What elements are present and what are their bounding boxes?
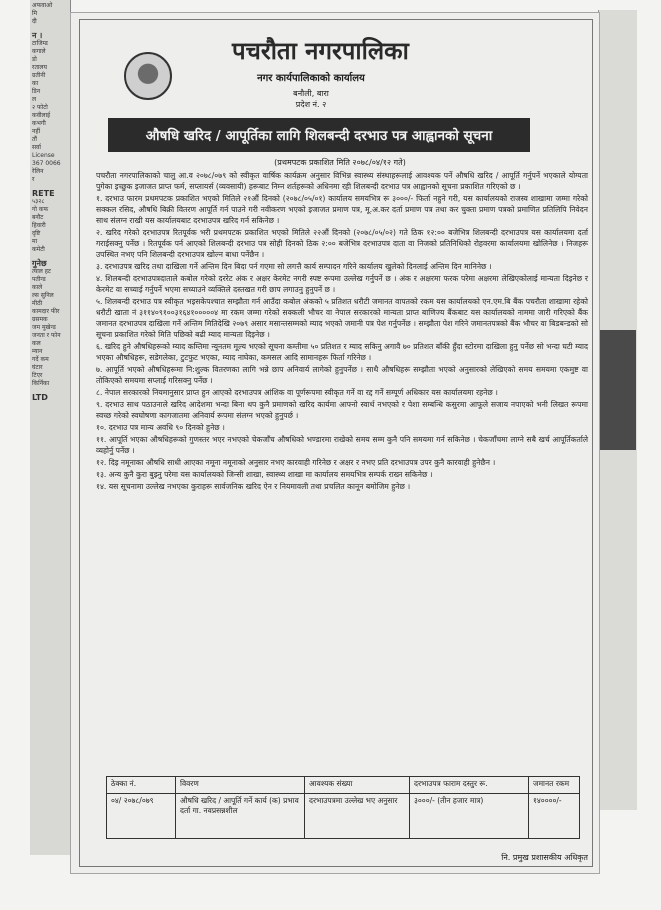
strip-fragment: कगाले: [32, 48, 46, 55]
office-subtitle: नगर कार्यपालिकाको कार्यालय: [257, 73, 365, 84]
clause: १. दरभाउ फारम प्रथमपटक प्रकाशित भएको मितिले २१औं दिनको (२०७८/०५/०१) कार्यालय समयभित्र रू ३०००/- फिर्ता नहुने गरी, यस कार्यालयको राजस्व शाखामा जम्मा गरेको सक्कल रसिद, औषधि बिक्री वितरण आपूर्ति गर्न पाउने गरी नवीकरण भएको इजाजत प्रमाण पत्र, मू.अ.कर दर्ता प्रमाण पत्र तथा कर चुक्ता प्रमाण पत्रको प्रमाणित प्रतिलिपि निवेदन साथ संलग्न राखी यस कार्यालयबाट दरभाउपत्र खरिद गर्न सकिनेछ ।: [96, 194, 588, 225]
strip-fragment: गर्दे कम: [32, 356, 49, 363]
clause: ४. शिलबन्दी दरभाउपत्रदाताले कबोल गरेको दररेट अंक र अक्षर केरमेट नगरी स्पष्ट रूपमा उल्लेख गर्नुपर्ने छ । अंक र अक्षरमा फरक परेमा अक्षरमा लेखिएकोलाई मान्यता दिइनेछ र केरमेट वा सच्याई गर्नुपर्ने भएमा सच्याउने व्यक्तिले दस्तखत गरी छाप लगाउनु हुनुपर्ने छ ।: [96, 274, 588, 294]
strip-fragment: ग्रतीनी: [32, 72, 46, 79]
strip-fragment: डो: [32, 56, 37, 63]
emblem-icon: [124, 52, 172, 100]
strip-fragment: ५३२८: [32, 198, 45, 205]
strip-fragment: म्यान: [32, 348, 43, 355]
clause: ३. दरभाउपत्र खरिद तथा दाखिला गर्ने अन्तिम दिन बिदा पर्न गएमा सो लगत्तै कार्य सम्पादन गरिने कार्यालय खुलेको दिनलाई अन्तिम दिन मानिनेछ ।: [96, 262, 492, 271]
table-cell: ३०००/- (तीन हजार मात्र): [410, 794, 529, 839]
table-header: ठेक्का नं.: [107, 777, 176, 794]
strip-fragment: जनता र फोन: [32, 332, 61, 339]
table-header: दरभाउपत्र फाराम दस्तुर रू.: [410, 777, 529, 794]
clause: ७. आपूर्ति भएको औषधिहरूमा नि:शुल्क वितरणका लागि भन्ने छाप अनिवार्य लागेको हुनुपर्नेछ । साथै औषधिहरू सम्झौता भएको अनुसारको लेखिएको समय समयमा एकमुष्ट वा तोकिएको समयमा सप्लाई गरिसक्नु पर्नेछ ।: [96, 365, 588, 385]
strip-fragment: मि: [32, 10, 38, 17]
strip-fragment: डिन: [32, 88, 41, 95]
strip-fragment: र: [32, 176, 35, 183]
strip-fragment: LTD: [32, 393, 48, 402]
strip-fragment: ग्रसमक: [32, 316, 48, 323]
strip-fragment: तौं: [32, 136, 37, 143]
intro-paragraph: पचरौता नगरपालिकाको चालु आ.व २०७८/०७९ को स्वीकृत वार्षिक कार्यक्रम अनुसार विभिन्न स्वास्थ्य संस्थाहरूलाई आवश्यक पर्ने औषधि खरिद / आपूर्ति गर्नुपर्ने भएकाले योग्यता पुगेका इच्छुक इजाजत प्राप्त फर्म, सप्लायर्स (व्यवसायी) हरूबाट निम्न शर्तहरूको अधिनमा रही शिलबन्दी दरभाउ पत्र आह्वानको सूचना प्रकाशित गरिएको छ ।: [96, 171, 588, 191]
strip-fragment: का: [32, 80, 39, 87]
strip-fragment: कमेटी: [32, 246, 45, 253]
table-header: विवरण: [176, 777, 305, 794]
strip-fragment: दी: [32, 18, 37, 25]
strip-fragment: मीठी: [32, 300, 43, 307]
strip-fragment: काले: [32, 284, 43, 291]
tender-table: [106, 776, 580, 839]
notice-body: [96, 170, 588, 493]
clause: १४. यस सूचनामा उल्लेख नभएका कुराहरू सार्वजनिक खरिद ऐन र नियमावली तथा प्रचलित कानून बमोजिम हुनेछ ।: [96, 482, 411, 491]
strip-fragment: RETE: [32, 189, 55, 198]
table-cell: औषधि खरिद / आपूर्ति गर्ने कार्य (क) प्रभाव दर्ता गा. नवप्रसन्नशील: [176, 794, 305, 839]
strip-fragment: रतालय: [32, 64, 47, 71]
strip-fragment: License: [32, 152, 55, 159]
strip-fragment: पतीन्ड: [32, 276, 46, 283]
address-line2: प्रदेश नं. २: [295, 100, 327, 109]
strip-fragment: अफवाओ: [32, 2, 53, 9]
left-strip-text: [30, 0, 70, 404]
clause: ११. आपूर्ति भएका औषधिहरूको गुणस्तर भएर नभएको चेकजाँच औषधिको भण्डारमा राखेको समय सम्म कुनै पनि समयमा गर्न सकिनेछ । चेकजाँचमा लाग्ने सबै खर्च आपूर्तिकर्ताले व्यहोर्नु पर्नेछ ।: [96, 435, 588, 455]
clause: १३. अन्य कुनै कुरा बुझ्नु परेमा यस कार्यालयको जिन्सी शाखा, स्वास्थ्य शाखा मा कार्यालय समयभित्र सम्पर्क राख्न सकिनेछ ।: [96, 470, 433, 479]
table-row: [107, 794, 580, 839]
strip-fragment: बनौट: [32, 214, 44, 221]
publish-date: (प्रथमपटक प्रकाशित मिति २०७८/०४/१२ गते): [274, 158, 406, 167]
right-dark-band: [598, 330, 636, 450]
strip-fragment: मा: [32, 238, 38, 245]
strip-fragment: दृष्टि: [32, 230, 41, 237]
strip-fragment: ल: [32, 96, 37, 103]
strip-fragment: कभगी: [32, 120, 46, 127]
strip-fragment: त्याल हट: [32, 268, 51, 275]
table-header: आवश्यक संख्या: [305, 777, 410, 794]
strip-fragment: किर्निका: [32, 380, 50, 387]
strip-fragment: जम मुखेन्ड: [32, 324, 56, 331]
strip-fragment: टिएर: [32, 372, 43, 379]
clause: ९. दरभाउ साथ पठाउनाले खरिद आदेशमा भन्दा बिना थप कुनै प्रमाणको खरिद कार्यमा आफ्नो स्वार्थ नभएको र पेशा सम्बन्धि कसुरमा आफूले सजाय नपाएको भनी लिखत रूपमा स्वच्छ गरेको स्वघोषणा कागजातमा अनिवार्य रूपमा संलग्न भएको हुनुपर्छ ।: [96, 400, 588, 420]
strip-fragment: कल: [32, 340, 41, 347]
strip-fragment: गुनेछ: [32, 259, 47, 268]
strip-fragment: ल्स सुनिल: [32, 292, 54, 299]
clause: ६. खरिद हुने औषधिहरूको म्याद कम्तिमा न्यूनतम मूल्य भएको सूचना कम्तीमा ५० प्रतिशत र म्याद सकिनु अगावै ७० प्रतिशत बाँकी हुँदा स्टोरमा दाखिला हुनु पर्नेछ सो भन्दा घटी म्याद भएका औषधिहरू, सडेगलेका, टुटफुट भएका, म्याद नाघेका, कमसल आदि सामानहरू फिर्ता गरिनेछ ।: [96, 342, 588, 362]
strip-fragment: कवीलाई: [32, 112, 51, 119]
strip-fragment: गो कफ: [32, 206, 49, 213]
strip-fragment: टाजिम्ड: [32, 40, 48, 47]
strip-fragment: कामदार फीर: [32, 308, 60, 315]
table-cell: १४००००/-: [529, 794, 580, 839]
strip-fragment: घंटार: [32, 364, 43, 371]
clause: ८. नेपाल सरकारको नियमानुसार प्राप्त हुन आएको दरभाउपत्र आंशिक वा पूर्णरूपमा स्वीकृत गर्ने वा रद्द गर्ने सम्पूर्ण अधिकार यस कार्यालयमा रहनेछ ।: [96, 388, 498, 397]
table-header: जमानत रकम: [529, 777, 580, 794]
clause: २. खरिद गरेको दरभाउपत्र रितपूर्वक भरी प्रथमपटक प्रकाशित भएको मितिले २२औं दिनको (२०७८/०५/०२) गते ठिक १२:०० बजेभित्र शिलबन्दी दरभाउपत्र यस कार्यालयमा दर्ता गराईसक्नु पर्नेछ । रितपूर्वक पर्न आएको शिलबन्दी दरभाउ पत्र सोही दिनको ठिक २:०० बजेभित्र दरभाउपत्र दाता वा निजको प्रतिनिधिको रोहवरमा कार्यालयमा खोलिनेछ । निजहरू उपस्थित नभए पनि शिलबन्दी दरभाउपत्र खोल्न बाधा पर्नेछैन ।: [96, 228, 588, 259]
left-newspaper-strip: [30, 0, 71, 855]
strip-fragment: २ फोटो: [32, 104, 48, 111]
strip-fragment: न ।: [32, 31, 43, 40]
signature-line: नि. प्रमुख प्रशासकीय अधिकृत: [501, 853, 588, 862]
clause: १२. दिइ नमूनाका औषधि साधी आएका नमूना नमूनाको अनुसार नभए कारवाही गरिनेछ र अक्षर र नभए प्रति दरभाउपत्र उपर कुनै कारवाही हुनेछैन ।: [96, 458, 496, 467]
strip-fragment: हिवारी: [32, 222, 46, 229]
strip-fragment: रेलिन: [32, 168, 44, 175]
strip-fragment: सर्वा: [32, 144, 41, 151]
clause: ५. शिलबन्दी दरभाउ पत्र स्वीकृत भइसकेपश्चात सम्झौता गर्न आउँदा कबोल अंकको ५ प्रतिशत धरौटी जमानत वापतको रकम यस कार्यालयको एन.एम.बि बैंक पचरौता शाखामा रहेको धरौटी खाता नं ३११४०९१००३१६४१०००००४ मा रकम जम्मा गरेको सक्कली भौचर वा नेपाल सरकारको मान्यता प्राप्त बाणिज्य बैंकबाट यस कार्यालयको नाममा जारी गरिएको बैंक जमानत दरभाउपत्र दाखिला गर्ने अन्तिम मितिदेखि २०७९ असार मसान्तसम्मको म्याद भएको जमानी पत्र पेश गर्नुपर्नेछ । सम्झौता पेश गरिने जमानतपत्रको बैंक भौचर वा बिडबन्डको सो सूचना प्रकाशित गरेको मिति पछिको बढी म्याद मान्यता दिइनेछ ।: [96, 297, 588, 339]
table-header-row: [107, 777, 580, 794]
strip-fragment: 367 0066: [32, 160, 61, 167]
strip-fragment: नहीं: [32, 128, 41, 135]
address-line1: बनौली, बारा: [293, 89, 329, 98]
table-cell: दरभाउपत्रमा उल्लेख भए अनुसार: [305, 794, 410, 839]
table-cell: ०४/ २०७८/०७९: [107, 794, 176, 839]
office-address: [196, 88, 426, 110]
clause: १०. दरभाउ पत्र मान्य अवधि ९० दिनको हुनेछ ।: [96, 423, 225, 432]
page-title: पचरौता नगरपालिका: [232, 37, 409, 65]
notice-banner: औषधि खरिद / आपूर्तिका लागि शिलबन्दी दरभाउ पत्र आह्वानको सूचना: [108, 118, 530, 152]
